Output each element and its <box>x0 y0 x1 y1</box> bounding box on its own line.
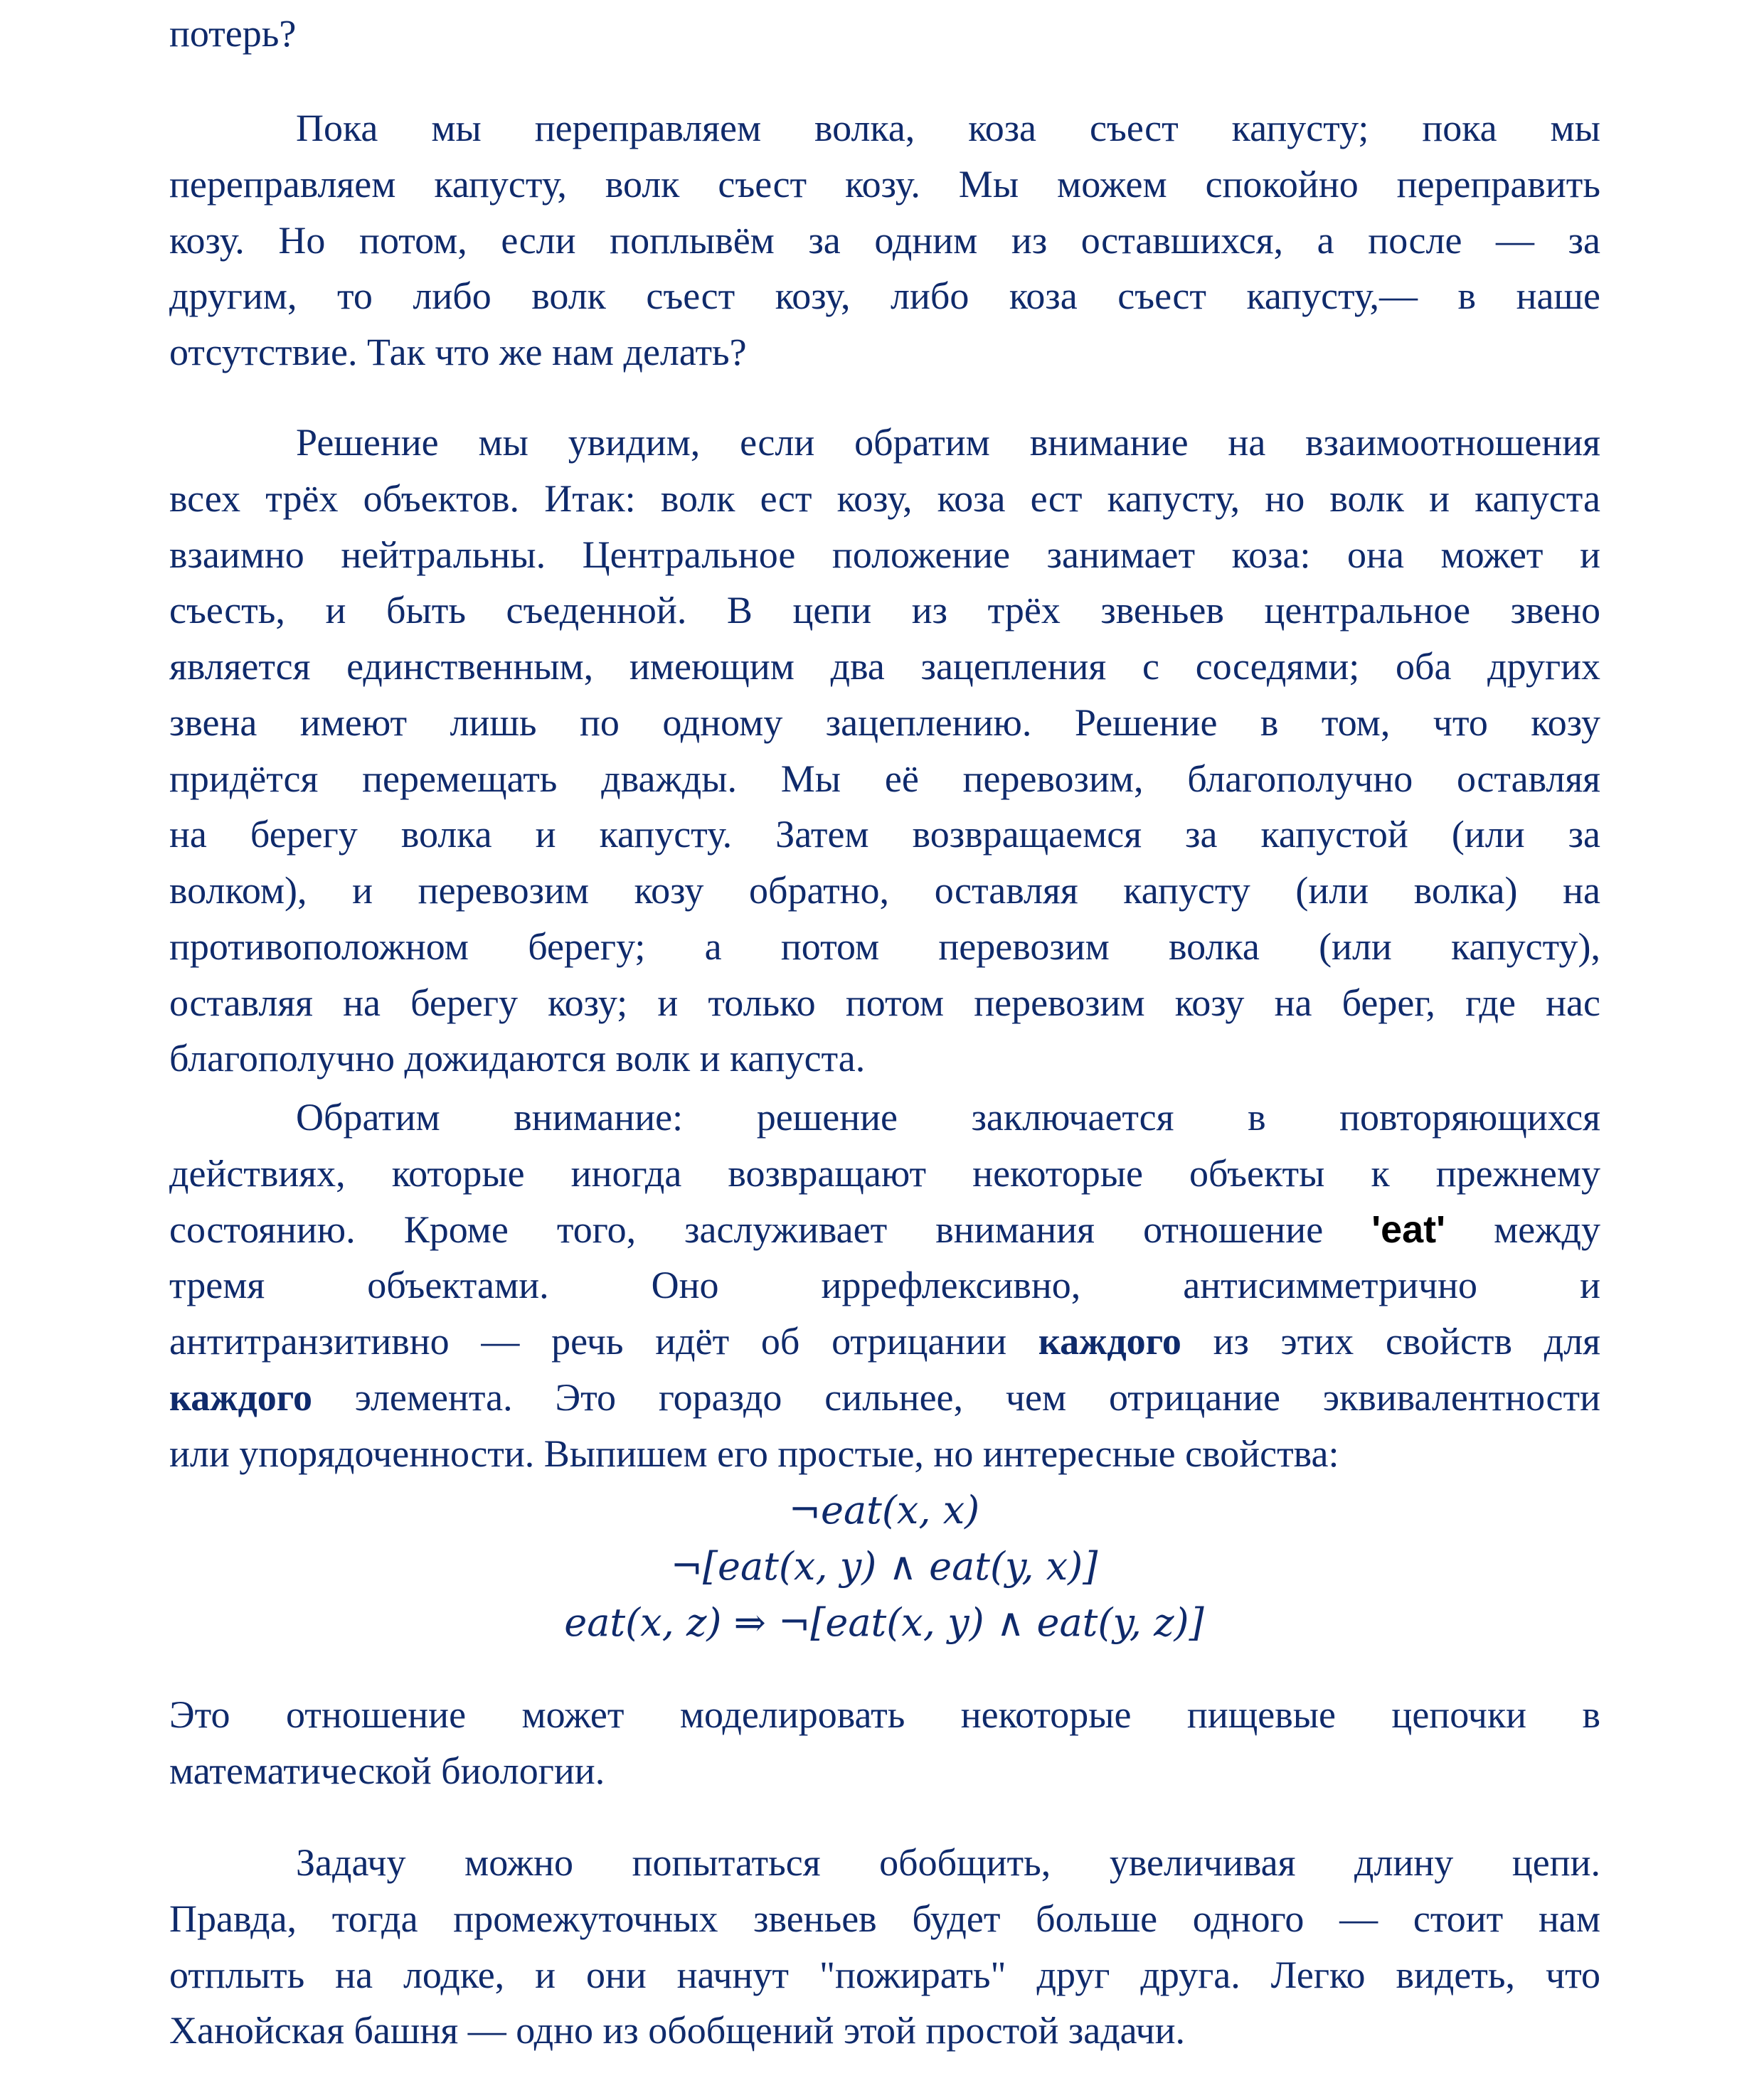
text-line <box>169 1090 1600 1146</box>
text-segment: козу. Но потом, если поплывём за одним из оставшихся, а после — за <box>169 218 1600 262</box>
text-segment: тремя объектами. Оно иррефлексивно, антисимметрично и <box>169 1264 1600 1307</box>
text-segment: звена имеют лишь по одному зацеплению. Решение в том, что козу <box>169 700 1600 744</box>
paragraph <box>169 415 1600 1087</box>
text-segment: Ханойская башня — одно из обобщений этой простой задачи. <box>169 2009 1186 2052</box>
emphasis-text: каждого <box>169 1375 312 1419</box>
text-line <box>169 1370 1600 1426</box>
paragraph <box>169 1835 1600 2059</box>
formula-block <box>0 1483 1764 1651</box>
text-segment: антитранзитивно — речь идёт об отрицании <box>169 1320 1038 1363</box>
text-segment: взаимно нейтральны. Центральное положение занимает коза: она может и <box>169 533 1600 576</box>
paragraph <box>169 100 1600 380</box>
text-line <box>169 1891 1600 1947</box>
text-segment: потерь? <box>169 12 297 55</box>
text-line <box>169 1314 1600 1370</box>
text-segment: Пока мы переправляем волка, коза съест капусту; пока мы <box>296 107 1600 149</box>
formula-antisymmetric: ¬[eat(x, y) ∧ eat(y, x)] <box>670 1543 1098 1589</box>
text-line <box>169 1743 1600 1799</box>
text-line <box>169 213 1600 269</box>
text-line <box>169 1947 1600 2003</box>
text-segment: противоположном берегу; а потом перевозим волка (или капусту), <box>169 925 1600 968</box>
text-segment: из этих свойств для <box>1181 1320 1600 1363</box>
text-segment: Задачу можно попытаться обобщить, увеличивая длину цепи. <box>296 1841 1600 1884</box>
text-segment: волком), и перевозим козу обратно, оставляя капусту (или волка) на <box>169 869 1600 912</box>
text-segment: является единственным, имеющим два зацепления с соседями; оба других <box>169 645 1600 688</box>
text-segment: оставляя на берегу козу; и только потом перевозим козу на берег, где нас <box>169 981 1600 1024</box>
text-line <box>169 1426 1600 1482</box>
text-segment: придётся перемещать дважды. Мы её перевозим, благополучно оставляя <box>169 757 1600 800</box>
text-line <box>169 695 1600 751</box>
emphasis-text: каждого <box>1038 1320 1181 1363</box>
text-line <box>169 863 1600 919</box>
text-line <box>169 806 1600 863</box>
text-line <box>169 156 1600 213</box>
paragraph <box>169 6 1600 62</box>
text-line <box>169 100 1600 156</box>
text-line <box>169 975 1600 1031</box>
text-line <box>169 582 1600 639</box>
text-segment: действиях, которые иногда возвращают некоторые объекты к прежнему <box>169 1151 1600 1195</box>
text-segment: между <box>1445 1208 1600 1251</box>
text-line <box>169 415 1600 471</box>
text-segment: Правда, тогда промежуточных звеньев будет больше одного — стоит нам <box>169 1897 1600 1940</box>
text-line <box>169 919 1600 975</box>
text-segment: на берегу волка и капусту. Затем возвращаемся за капустой (или за <box>169 813 1600 856</box>
text-line <box>169 268 1600 324</box>
text-line <box>169 324 1600 380</box>
text-segment: Решение мы увидим, если обратим внимание на взаимоотношения <box>296 421 1600 464</box>
text-segment: Обратим внимание: решение заключается в повторяющихся <box>296 1096 1600 1139</box>
text-segment: или упорядоченности. Выпишем его простые, но интересные свойства: <box>169 1432 1339 1475</box>
text-segment: съесть, и быть съеденной. В цепи из трёх звеньев центральное звено <box>169 589 1600 632</box>
formula-antitransitive: eat(x, z) ⇒ ¬[eat(x, y) ∧ eat(y, z)] <box>564 1599 1204 1645</box>
text-segment: Это отношение может моделировать некоторые пищевые цепочки в <box>169 1693 1600 1736</box>
text-line <box>169 1202 1600 1258</box>
text-segment: переправляем капусту, волк съест козу. Мы можем спокойно переправить <box>169 162 1600 206</box>
text-line <box>169 2003 1600 2059</box>
text-line <box>169 471 1600 527</box>
formula-irreflexive: ¬eat(x, x) <box>788 1488 980 1533</box>
text-line <box>169 527 1600 583</box>
text-line <box>169 6 1600 62</box>
text-line <box>169 1146 1600 1202</box>
text-segment: другим, то либо волк съест козу, либо коза съест капусту,— в наше <box>169 275 1600 318</box>
relation-name: 'eat' <box>1371 1208 1445 1251</box>
paragraph <box>169 1090 1600 1481</box>
text-segment: состоянию. Кроме того, заслуживает внимания отношение <box>169 1208 1372 1251</box>
text-line <box>169 1257 1600 1314</box>
text-line <box>169 1687 1600 1743</box>
paragraph <box>169 1687 1600 1799</box>
text-line <box>169 1030 1600 1087</box>
text-segment: отплыть на лодке, и они начнут "пожирать" друг друга. Легко видеть, что <box>169 1953 1600 1996</box>
text-segment: элемента. Это гораздо сильнее, чем отрицание эквивалентности <box>312 1375 1600 1419</box>
text-line <box>169 639 1600 695</box>
text-segment: всех трёх объектов. Итак: волк ест козу, коза ест капусту, но волк и капуста <box>169 476 1600 520</box>
text-line <box>169 751 1600 807</box>
text-segment: отсутствие. Так что же нам делать? <box>169 331 747 373</box>
text-segment: благополучно дожидаются волк и капуста. <box>169 1037 866 1080</box>
text-line <box>169 1835 1600 1891</box>
text-segment: математической биологии. <box>169 1749 605 1792</box>
